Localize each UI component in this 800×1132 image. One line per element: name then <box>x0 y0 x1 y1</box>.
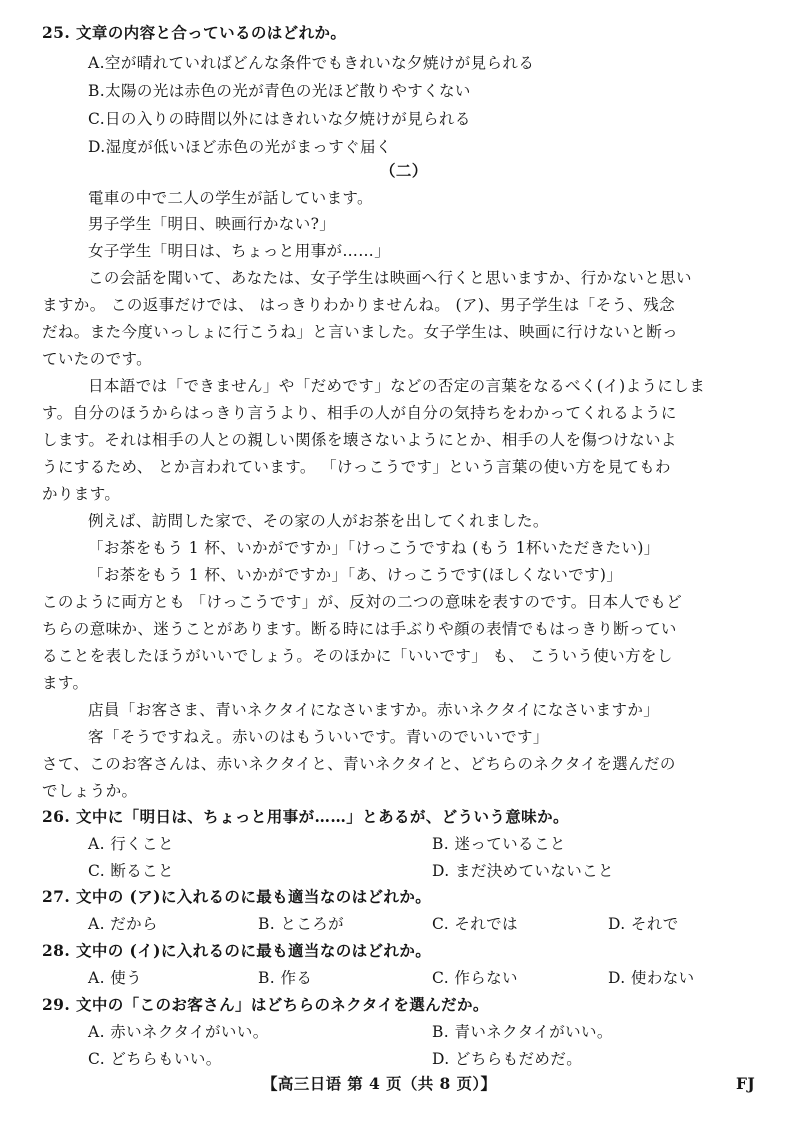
q27-stem: 27. 文中の (ア)に入れるのに最も適当なのはどれか。 <box>42 887 432 906</box>
passage-line: ることを表したほうがいいでしょう。そのほかに「いいです」 も、 こういう使い方をし <box>42 647 673 665</box>
q29-option-d: D. どちらもだめだ。 <box>432 1050 583 1068</box>
q28-option-a: A. 使う <box>88 969 143 987</box>
q25-option-c: C.日の入りの時間以外にはきれいな夕焼けが見られる <box>88 110 471 128</box>
passage-line: ますか。 この返事だけでは、 はっきりわかりませんね。 (ア)、男子学生は「そう、残念 <box>42 296 676 314</box>
passage-line: 「お茶をもう 1 杯、いかがですか」「あ、けっこうです(ほしくないです)」 <box>88 566 623 584</box>
q26-option-a: A. 行くこと <box>88 835 174 853</box>
passage-line: 男子学生「明日、映画行かない?」 <box>88 215 336 233</box>
q27-option-d: D. それで <box>608 915 679 933</box>
passage-line: 客「そうですねえ。赤いのはもういいです。青いのでいいです」 <box>88 728 549 746</box>
q28-option-c: C. 作らない <box>432 969 518 987</box>
q29-option-a: A. 赤いネクタイがいい。 <box>88 1023 269 1041</box>
q27-option-b: B. ところが <box>258 915 345 933</box>
passage-line: この会話を聞いて、あなたは、女子学生は映画へ行くと思いますか、行かないと思い <box>88 269 692 287</box>
section-title: （二） <box>380 161 428 180</box>
q26-option-d: D. まだ決めていないこと <box>432 862 614 880</box>
passage-line: かります。 <box>42 485 121 503</box>
q26-option-c: C. 断ること <box>88 862 174 880</box>
q29-stem: 29. 文中の「このお客さん」はどちらのネクタイを選んだか。 <box>42 995 489 1014</box>
passage-line: さて、このお客さんは、赤いネクタイと、青いネクタイと、どちらのネクタイを選んだの <box>42 755 676 773</box>
passage-line: す。自分のほうからはっきり言うより、相手の人が自分の気持ちをわかってくれるように <box>42 404 677 422</box>
q28-option-b: B. 作る <box>258 969 313 987</box>
q28-stem: 28. 文中の (イ)に入れるのに最も適当なのはどれか。 <box>42 941 432 960</box>
passage-line: 女子学生「明日は、ちょっと用事が……」 <box>88 242 391 260</box>
passage-line: ていたのです。 <box>42 350 153 368</box>
passage-line: このように両方とも 「けっこうです」が、反対の二つの意味を表すのです。日本人でもど <box>42 593 683 611</box>
passage-line: 店員「お客さま、青いネクタイになさいますか。赤いネクタイになさいますか」 <box>88 701 660 719</box>
q28-option-d: D. 使わない <box>608 969 695 987</box>
passage-line: でしょうか。 <box>42 782 138 800</box>
passage-line: うにするため、 とか言われています。 「けっこうです」という言葉の使い方を見てもわ <box>42 458 671 476</box>
q25-option-a: A.空が晴れていればどんな条件でもきれいな夕焼けが見られる <box>88 54 535 72</box>
q27-option-a: A. だから <box>88 915 158 933</box>
q29-option-c: C. どちらもいい。 <box>88 1050 222 1068</box>
q27-option-c: C. それでは <box>432 915 518 933</box>
q25-option-d: D.湿度が低いほど赤色の光がまっすぐ届く <box>88 138 392 156</box>
passage-line: ます。 <box>42 674 89 692</box>
q26-stem: 26. 文中に「明日は、ちょっと用事が……」とあるが、どういう意味か。 <box>42 807 569 826</box>
passage-line: 電車の中で二人の学生が話しています。 <box>88 189 373 207</box>
page-footer-code: FJ <box>736 1074 756 1093</box>
passage-line: ちらの意味か、迷うことがあります。断る時には手ぶりや顔の表情でもはっきり断ってい <box>42 620 677 638</box>
q25-stem: 25. 文章の内容と合っているのはどれか。 <box>42 23 347 42</box>
passage-line: 日本語では「できません」や「だめです」などの否定の言葉をなるべく(イ)ようにしま <box>88 377 706 395</box>
passage-line: します。それは相手の人との親しい関係を壊さないようにとか、相手の人を傷つけないよ <box>42 431 677 449</box>
passage-line: だね。また今度いっしょに行こうね」と言いました。女子学生は、映画に行けないと断っ <box>42 323 679 341</box>
q25-option-b: B.太陽の光は赤色の光が青色の光ほど散りやすくない <box>88 82 471 100</box>
passage-line: 「お茶をもう 1 杯、いかがですか」「けっこうですね (もう 1杯いただきたい)」 <box>88 539 660 557</box>
passage-line: 例えば、訪問した家で、その家の人がお茶を出してくれました。 <box>88 512 549 530</box>
q26-option-b: B. 迷っていること <box>432 835 566 853</box>
q29-option-b: B. 青いネクタイがいい。 <box>432 1023 613 1041</box>
page-footer-label: 【高三日语 第 4 页（共 8 页）】 <box>262 1074 497 1093</box>
